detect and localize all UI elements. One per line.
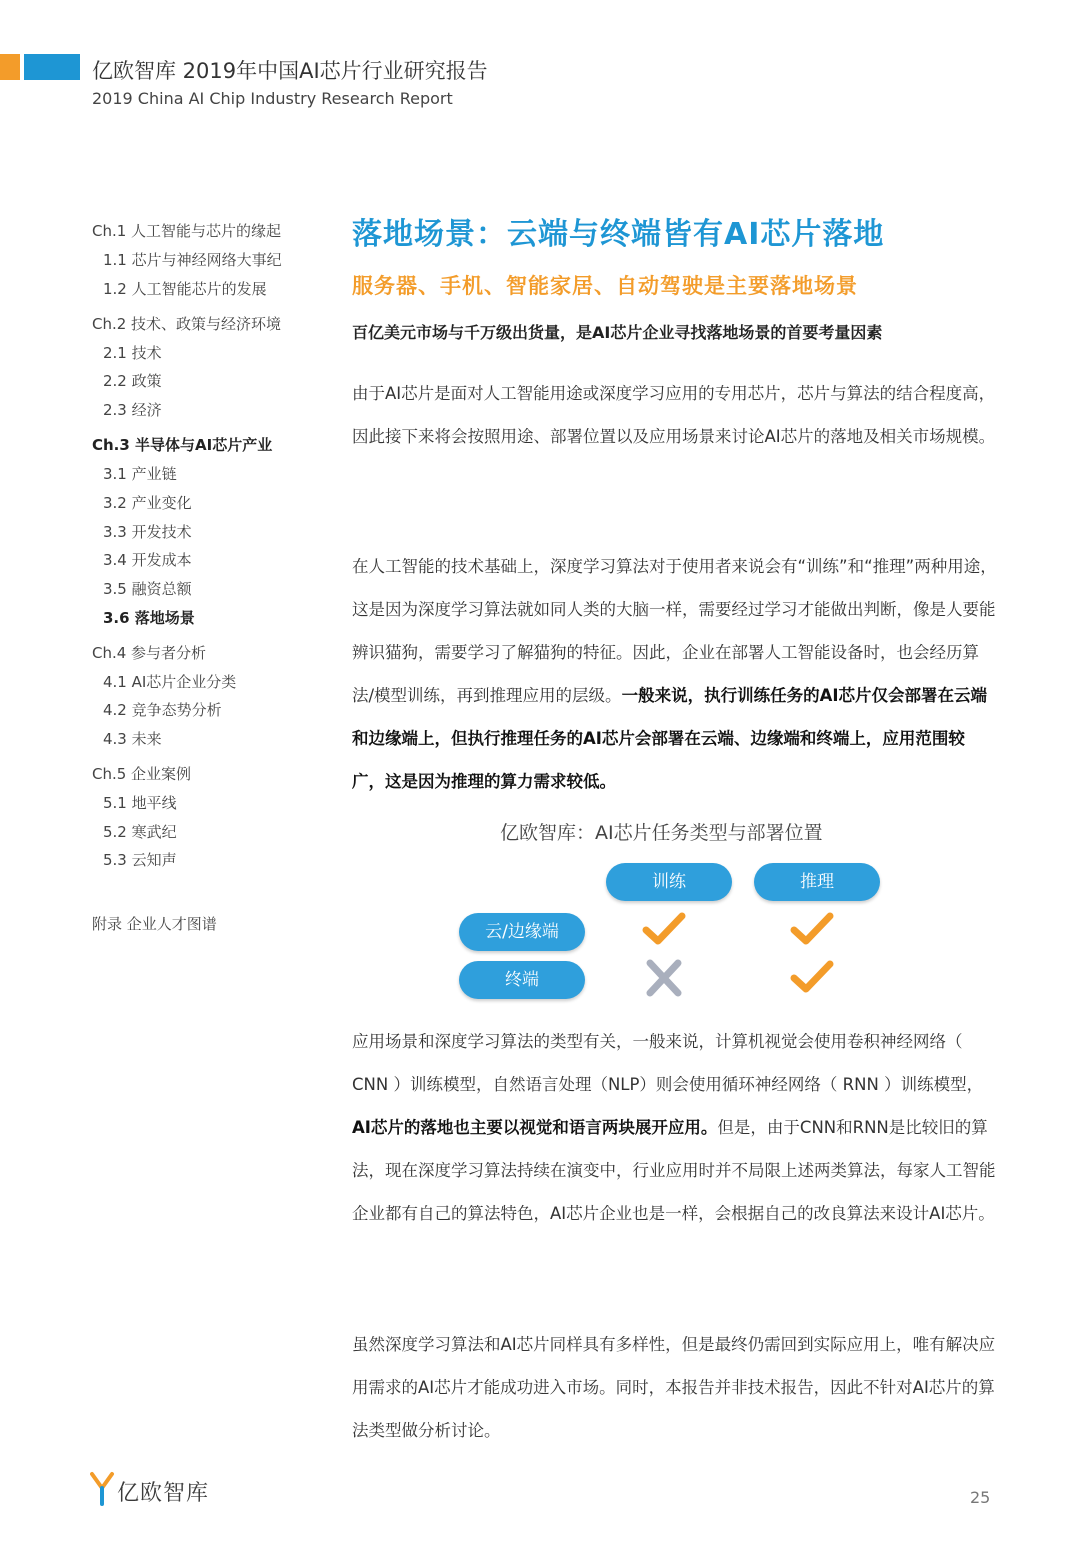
paragraph-1: 由于AI芯片是面对人工智能用途或深度学习应用的专用芯片，芯片与算法的结合程度高，因此接下来将会按照用途、部署位置以及应用场景来讨论AI芯片的落地及相关市场规模。: [352, 384, 996, 446]
cross-icon: [642, 958, 686, 998]
paragraph-3-text-b: 但是，由于CNN和RNN是比较旧的算法，现在深度学习算法持续在演变中，行业应用时并不局限上述两类算法，每家人工智能企业都有自己的算法特色，AI芯片企业也是一样，会根据自己的改良算法来设计AI芯片。: [352, 1118, 996, 1223]
toc-item[interactable]: 4.1 AI芯片企业分类: [103, 673, 237, 691]
toc-item[interactable]: 5.1 地平线: [103, 794, 177, 812]
toc-item[interactable]: 5.3 云知声: [103, 851, 177, 869]
paragraph-4: 虽然深度学习算法和AI芯片同样具有多样性，但是最终仍需回到实际应用上，唯有解决应用需求的AI芯片才能成功进入市场。同时，本报告并非技术报告，因此不针对AI芯片的算法类型做分析讨论。: [352, 1335, 996, 1440]
paragraph-2-text: 在人工智能的技术基础上，深度学习算法对于使用者来说会有“训练”和“推理”两种用途，这是因为深度学习算法就如同人类的大脑一样，需要经过学习才能做出判断，像是人要能辨识猫狗，需要学习了解猫狗的特征。因此，企业在部署人工智能设备时，也会经历算法/模型训练，再到推理应用的层级。: [352, 557, 997, 705]
column-header-inference: 推理: [754, 863, 880, 901]
row-header-cloud-edge: 云/边缘端: [459, 913, 585, 951]
toc-item[interactable]: Ch.1 人工智能与芯片的缘起: [92, 222, 282, 240]
page-number: 25: [970, 1488, 991, 1507]
page-subtitle: 服务器、手机、智能家居、自动驾驶是主要落地场景: [352, 274, 858, 298]
paragraph-2-emphasis: 一般来说，执行训练任务的AI芯片仅会部署在云端和边缘端上，但执行推理任务的AI芯片会部署在云端、边缘端和终端上，应用范围较广，这是因为推理的算力需求较低。: [352, 686, 987, 791]
check-icon: [790, 958, 834, 998]
diagram-title: 亿欧智库：AI芯片任务类型与部署位置: [500, 822, 823, 844]
check-icon: [790, 910, 834, 950]
toc-item[interactable]: 4.2 竞争态势分析: [103, 701, 222, 719]
toc-item[interactable]: Ch.4 参与者分析: [92, 644, 207, 662]
toc-item[interactable]: 2.3 经济: [103, 401, 162, 419]
row-header-terminal: 终端: [459, 961, 585, 999]
column-header-training: 训练: [606, 863, 732, 901]
lead-sentence: 百亿美元市场与千万级出货量，是AI芯片企业寻找落地场景的首要考量因素: [352, 323, 883, 342]
toc-item[interactable]: Ch.5 企业案例: [92, 765, 192, 783]
toc-item[interactable]: 附录 企业人才图谱: [92, 915, 217, 933]
toc-item[interactable]: Ch.2 技术、政策与经济环境: [92, 315, 282, 333]
toc-item[interactable]: 3.3 开发技术: [103, 523, 192, 541]
toc-item[interactable]: 3.4 开发成本: [103, 551, 192, 569]
paragraph-3-text-a: 应用场景和深度学习算法的类型有关，一般来说，计算机视觉会使用卷积神经网络（ CNN ）训练模型，自然语言处理（NLP）则会使用循环神经网络（ RNN ）训练模型，: [352, 1032, 984, 1094]
toc-item[interactable]: 5.2 寒武纪: [103, 823, 177, 841]
toc-item[interactable]: 3.2 产业变化: [103, 494, 192, 512]
report-title: 亿欧智库 2019年中国AI芯片行业研究报告: [92, 59, 488, 83]
page-title: 落地场景：云端与终端皆有AI芯片落地: [352, 217, 885, 252]
report-subtitle: 2019 China AI Chip Industry Research Report: [92, 89, 453, 108]
toc-item[interactable]: 3.5 融资总额: [103, 580, 192, 598]
toc-item-current-section[interactable]: 3.6 落地场景: [103, 609, 195, 627]
toc-item[interactable]: 1.2 人工智能芯片的发展: [103, 280, 267, 298]
logo-text: 亿欧智库: [117, 1481, 210, 1506]
toc-item[interactable]: 3.1 产业链: [103, 465, 177, 483]
header-accent-orange: [0, 54, 20, 80]
paragraph-3: [352, 1020, 997, 1235]
toc-item[interactable]: 2.2 政策: [103, 372, 162, 390]
paragraph-2: [352, 545, 997, 803]
check-icon: [642, 910, 686, 950]
toc-item[interactable]: 2.1 技术: [103, 344, 162, 362]
toc-item[interactable]: 1.1 芯片与神经网络大事纪: [103, 251, 282, 269]
header-accent-blue: [24, 54, 80, 80]
toc-item[interactable]: 4.3 未来: [103, 730, 162, 748]
paragraph-3-emphasis: AI芯片的落地也主要以视觉和语言两块展开应用。: [352, 1118, 718, 1137]
toc-item-current-chapter[interactable]: Ch.3 半导体与AI芯片产业: [92, 436, 273, 454]
